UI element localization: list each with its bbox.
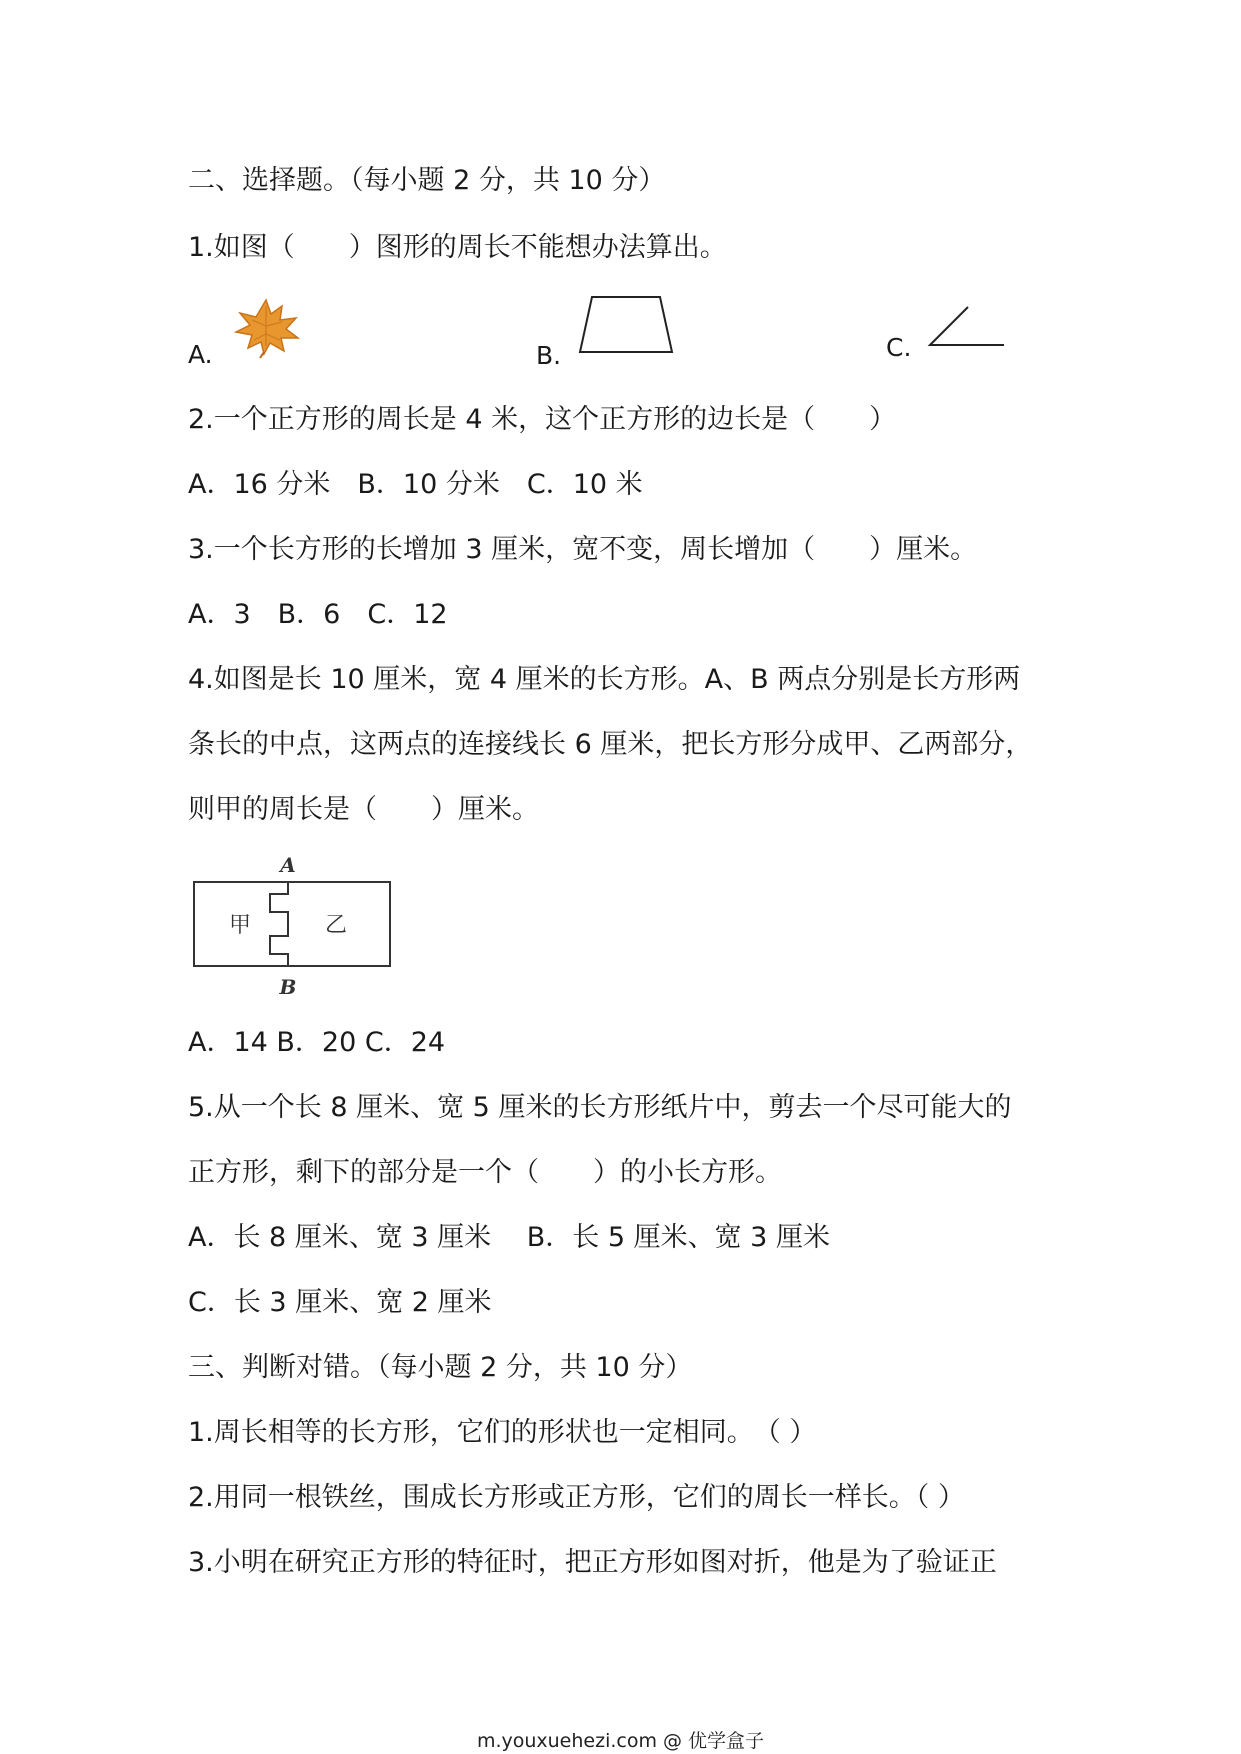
maple-leaf-icon bbox=[230, 296, 302, 358]
section3-heading: 三、判断对错。（每小题 2 分，共 10 分） bbox=[188, 1352, 693, 1383]
question-5-stem-line-1: 5.从一个长 8 厘米、宽 5 厘米的长方形纸片中，剪去一个尽可能大的 bbox=[188, 1092, 1012, 1123]
q1-option-c: C. bbox=[886, 333, 912, 362]
question-4-stem-line-2: 条长的中点，这两点的连接线长 6 厘米，把长方形分成甲、乙两部分， bbox=[188, 729, 1033, 760]
question-5-stem-line-2: 正方形，剩下的部分是一个（ ）的小长方形。 bbox=[188, 1157, 782, 1188]
judge-question-1: 1.周长相等的长方形，它们的形状也一定相同。 （ ） bbox=[188, 1417, 817, 1448]
point-a-label: A bbox=[280, 853, 296, 877]
trapezoid-icon bbox=[576, 295, 676, 355]
split-line bbox=[270, 882, 288, 966]
question-5-options-line-1: A．长 8 厘米、宽 3 厘米 B．长 5 厘米、宽 3 厘米 bbox=[188, 1222, 830, 1253]
question-2-stem: 2.一个正方形的周长是 4 米，这个正方形的边长是（ ） bbox=[188, 404, 897, 435]
judge-question-2: 2.用同一根铁丝，围成长方形或正方形，它们的周长一样长。（ ） bbox=[188, 1482, 965, 1513]
part-jia-label: 甲 bbox=[228, 913, 252, 938]
question-1-stem: 1.如图（ ）图形的周长不能想办法算出。 bbox=[188, 232, 727, 263]
judge-question-3: 3.小明在研究正方形的特征时，把正方形如图对折，他是为了验证正 bbox=[188, 1547, 997, 1578]
rectangle-split-figure bbox=[190, 850, 400, 1000]
question-3-options: A．3 B．6 C．12 bbox=[188, 599, 448, 630]
question-5-options-line-2: C．长 3 厘米、宽 2 厘米 bbox=[188, 1287, 492, 1318]
question-4-options: A．14 B．20 C．24 bbox=[188, 1027, 446, 1058]
question-3-stem: 3.一个长方形的长增加 3 厘米，宽不变，周长增加（ ）厘米。 bbox=[188, 534, 978, 565]
question-4-stem-line-3: 则甲的周长是（ ）厘米。 bbox=[188, 794, 539, 825]
question-4-stem-line-1: 4.如图是长 10 厘米，宽 4 厘米的长方形。A、B 两点分别是长方形两 bbox=[188, 664, 1021, 695]
section2-heading: 二、选择题。（每小题 2 分，共 10 分） bbox=[188, 165, 666, 196]
footer-watermark: m.youxuehezi.com @ 优学盒子 bbox=[476, 1730, 765, 1752]
q1-option-a: A. bbox=[188, 340, 213, 369]
outer-rectangle bbox=[194, 882, 390, 966]
part-yi-label: 乙 bbox=[324, 913, 348, 938]
point-b-label: B bbox=[279, 975, 297, 999]
angle-icon bbox=[928, 305, 1008, 347]
q1-option-b: B. bbox=[536, 341, 562, 370]
question-2-options: A．16 分米 B．10 分米 C．10 米 bbox=[188, 469, 643, 500]
